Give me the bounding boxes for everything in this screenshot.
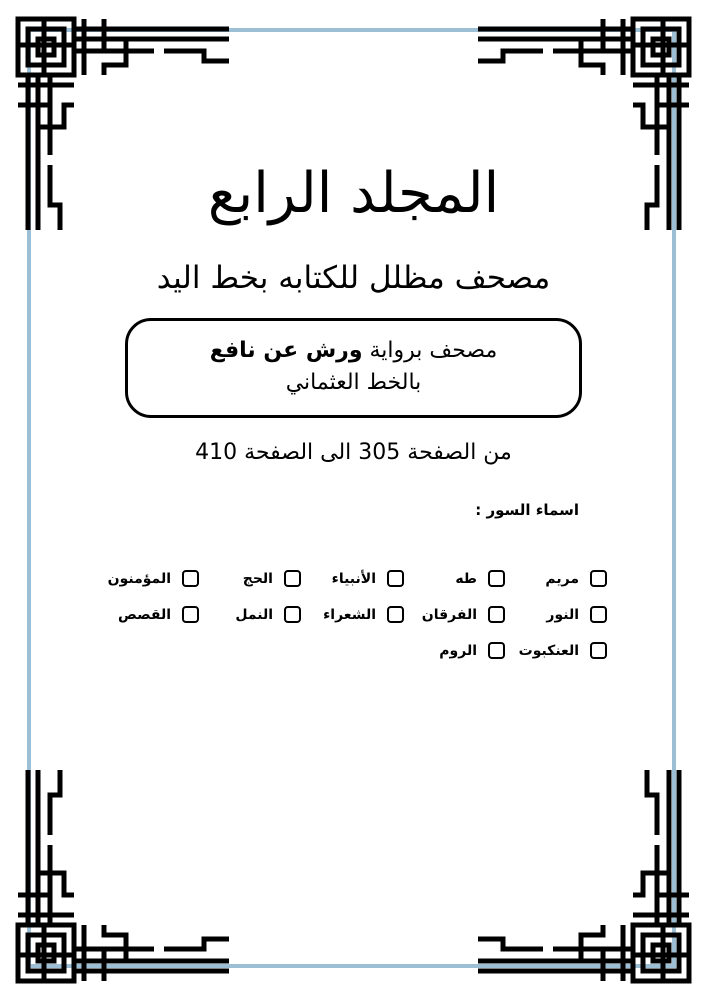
surah-label: مريم [545,571,579,587]
corner-ornament-bottom-left [14,755,244,985]
riwaya-line [128,335,579,367]
surah-checkbox[interactable] [284,570,301,587]
surah-label: النور [546,607,579,623]
surah-checkbox[interactable] [590,606,607,623]
surah-label: الحج [242,571,273,587]
surahs-label: اسماء السور : [475,501,579,519]
surah-checkbox[interactable] [590,642,607,659]
surah-checkbox[interactable] [182,570,199,587]
surah-label: العنكبوت [518,643,579,659]
subtitle: مصحف مظلل للكتابه بخط اليد [156,260,551,296]
volume-title: المجلد الرابع [207,161,500,226]
surah-label: الشعراء [323,607,376,623]
surah-checkbox[interactable] [182,606,199,623]
surah-checkbox[interactable] [387,570,404,587]
surah-label: الفرقان [421,607,477,623]
surah-label: المؤمنون [107,571,171,587]
surah-label: الروم [439,643,477,659]
riwaya-info-box [125,318,582,418]
surah-checkbox[interactable] [488,642,505,659]
page-range: من الصفحة 305 الى الصفحة 410 [195,440,512,465]
surah-checkbox[interactable] [284,606,301,623]
script-line: بالخط العثماني [285,370,422,395]
surah-label: الأنبياء [331,571,376,587]
surah-checkbox[interactable] [488,570,505,587]
surah-label: طه [455,571,477,587]
surah-checkbox[interactable] [387,606,404,623]
surah-checkbox[interactable] [488,606,505,623]
riwaya-name: ورش عن نافع [209,338,363,363]
surah-checkbox[interactable] [590,570,607,587]
corner-ornament-bottom-right [463,755,693,985]
surah-label: القصص [117,607,171,623]
surah-label: النمل [235,607,273,623]
riwaya-prefix: مصحف برواية [362,338,498,363]
